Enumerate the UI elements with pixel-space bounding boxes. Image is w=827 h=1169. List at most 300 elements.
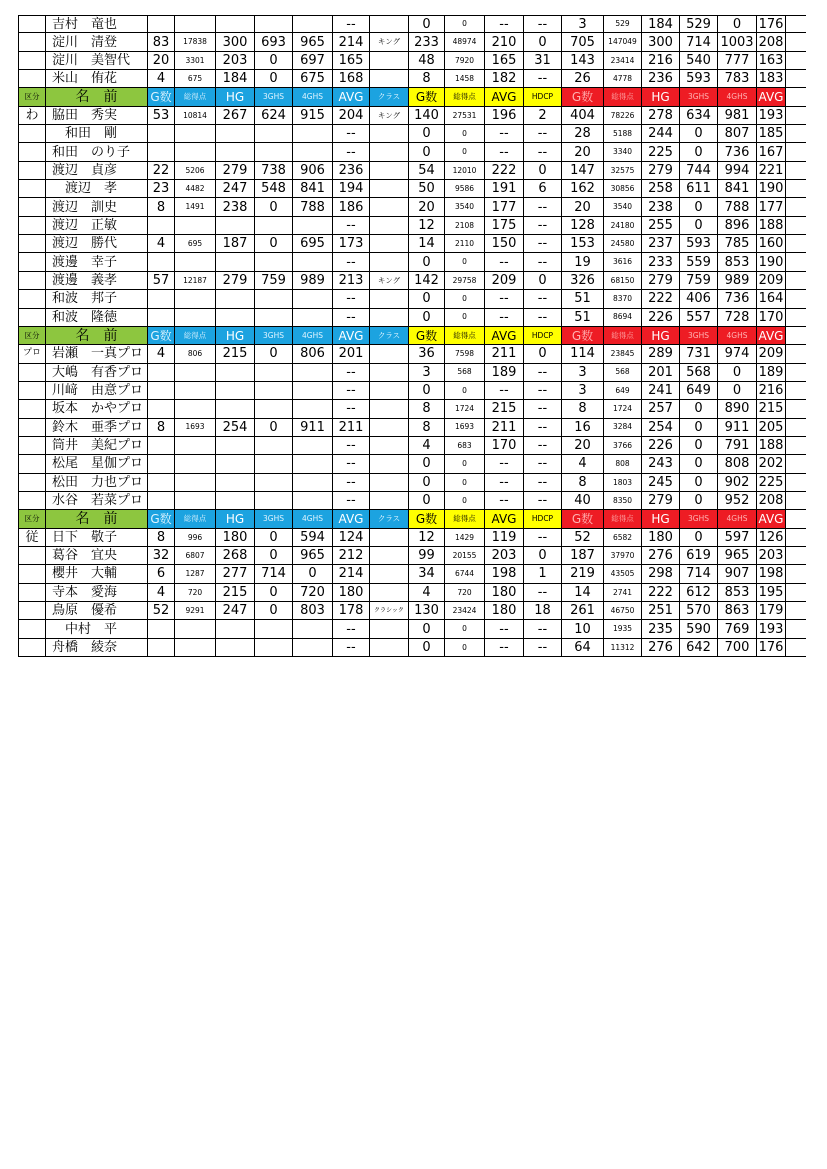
cell-total2: 1693	[445, 419, 485, 436]
cell-g1	[148, 16, 175, 32]
cell-total3: 147049	[604, 33, 642, 50]
cell-hg1: 300	[216, 33, 255, 50]
cell-class	[370, 309, 409, 326]
cell-avg3: 160	[757, 235, 786, 252]
table-row	[18, 253, 806, 271]
cell-avg1: 124	[333, 529, 370, 546]
cell-ghs4_3: 807	[718, 125, 757, 142]
cell-name: 脇田 秀実	[46, 107, 148, 124]
cell-ghs4_1	[293, 290, 333, 307]
cell-g3: 187	[562, 547, 604, 564]
cell-ghs4_1: 906	[293, 162, 333, 179]
cell-g1: 6	[148, 565, 175, 582]
cell-avg3: 188	[757, 437, 786, 454]
cell-name: 渡辺 孝	[46, 180, 148, 197]
cell-avg3: 190	[757, 253, 786, 270]
cell-avg1: 178	[333, 602, 370, 619]
cell-g2: 50	[409, 180, 445, 197]
header-ghs3_3: 3GHS	[680, 510, 718, 527]
cell-total2: 9586	[445, 180, 485, 197]
header-ghs4_1: 4GHS	[293, 88, 333, 105]
header-g1: G数	[148, 88, 175, 105]
cell-g2: 130	[409, 602, 445, 619]
cell-g2: 0	[409, 474, 445, 491]
cell-total2: 2110	[445, 235, 485, 252]
cell-avg2: 209	[485, 272, 524, 289]
cell-total1	[175, 455, 216, 472]
cell-kubun	[18, 639, 46, 656]
cell-ghs3_1	[255, 125, 293, 142]
cell-kubun: プロ	[18, 345, 46, 362]
cell-total2: 0	[445, 455, 485, 472]
cell-ghs3_3: 0	[680, 455, 718, 472]
cell-avg3: 188	[757, 217, 786, 234]
cell-hg1	[216, 125, 255, 142]
cell-avg3: 225	[757, 474, 786, 491]
cell-ghs4_1: 915	[293, 107, 333, 124]
cell-g2: 0	[409, 620, 445, 637]
cell-g1	[148, 474, 175, 491]
cell-name: 鳥原 優希	[46, 602, 148, 619]
cell-ghs4_1	[293, 400, 333, 417]
cell-avg1: --	[333, 620, 370, 637]
cell-total2: 6744	[445, 565, 485, 582]
cell-ghs4_1	[293, 217, 333, 234]
cell-ghs3_3: 0	[680, 400, 718, 417]
cell-total3: 3616	[604, 253, 642, 270]
cell-g1	[148, 492, 175, 509]
cell-g1: 4	[148, 70, 175, 87]
cell-avg1: 212	[333, 547, 370, 564]
cell-ghs3_3: 634	[680, 107, 718, 124]
cell-g1	[148, 620, 175, 637]
cell-ghs4_1: 911	[293, 419, 333, 436]
cell-total2: 0	[445, 639, 485, 656]
cell-hg3: 245	[642, 474, 680, 491]
header-class: クラス	[370, 88, 409, 105]
cell-ghs3_1	[255, 382, 293, 399]
cell-kubun	[18, 492, 46, 509]
cell-ghs3_3: 642	[680, 639, 718, 656]
cell-avg3: 195	[757, 584, 786, 601]
cell-ghs3_3: 0	[680, 143, 718, 160]
cell-g3: 20	[562, 437, 604, 454]
header-ghs4_3: 4GHS	[718, 510, 757, 527]
cell-total1	[175, 474, 216, 491]
cell-g3: 3	[562, 364, 604, 381]
cell-name: 川﨑 由意プロ	[46, 382, 148, 399]
cell-g2: 3	[409, 364, 445, 381]
cell-ghs4_3: 0	[718, 364, 757, 381]
cell-total1: 1287	[175, 565, 216, 582]
cell-total3: 1724	[604, 400, 642, 417]
cell-g3: 261	[562, 602, 604, 619]
cell-name: 寺本 愛海	[46, 584, 148, 601]
cell-name: 松田 力也プロ	[46, 474, 148, 491]
cell-total3: 24580	[604, 235, 642, 252]
cell-hg1	[216, 455, 255, 472]
cell-ghs4_1	[293, 125, 333, 142]
table-row	[18, 162, 806, 180]
cell-kubun	[18, 253, 46, 270]
cell-kubun	[18, 143, 46, 160]
cell-hg3: 241	[642, 382, 680, 399]
table-row	[18, 52, 806, 70]
cell-ghs3_1	[255, 639, 293, 656]
cell-class	[370, 529, 409, 546]
cell-total3: 3540	[604, 198, 642, 215]
cell-total1	[175, 620, 216, 637]
cell-name: 渡辺 訓史	[46, 198, 148, 215]
cell-ghs3_3: 759	[680, 272, 718, 289]
cell-kubun	[18, 272, 46, 289]
cell-hdcp: 0	[524, 162, 562, 179]
cell-ghs4_1: 841	[293, 180, 333, 197]
cell-ghs4_1	[293, 620, 333, 637]
cell-ghs3_3: 540	[680, 52, 718, 69]
cell-kubun	[18, 455, 46, 472]
cell-ghs4_3: 728	[718, 309, 757, 326]
cell-kubun	[18, 70, 46, 87]
table-row	[18, 584, 806, 602]
cell-avg3: 190	[757, 180, 786, 197]
cell-ghs3_3: 731	[680, 345, 718, 362]
cell-ghs4_3: 902	[718, 474, 757, 491]
cell-g2: 0	[409, 125, 445, 142]
cell-hg3: 222	[642, 290, 680, 307]
section-header-row	[18, 88, 806, 106]
cell-ghs3_1: 0	[255, 419, 293, 436]
header-avg3: AVG	[757, 88, 786, 105]
cell-hg1	[216, 364, 255, 381]
cell-total3: 6582	[604, 529, 642, 546]
cell-ghs3_1: 738	[255, 162, 293, 179]
cell-ghs3_3: 0	[680, 419, 718, 436]
cell-total2: 1458	[445, 70, 485, 87]
cell-avg2: 180	[485, 584, 524, 601]
cell-hg3: 235	[642, 620, 680, 637]
cell-g2: 140	[409, 107, 445, 124]
header-hdcp: HDCP	[524, 327, 562, 344]
cell-avg3: 203	[757, 547, 786, 564]
cell-hg1	[216, 16, 255, 32]
cell-avg3: 183	[757, 70, 786, 87]
header-total1: 総得点	[175, 88, 216, 105]
cell-name: 渡辺 正敏	[46, 217, 148, 234]
cell-avg3: 198	[757, 565, 786, 582]
cell-name: 和波 隆徳	[46, 309, 148, 326]
cell-g2: 0	[409, 253, 445, 270]
cell-ghs3_1	[255, 16, 293, 32]
cell-ghs3_3: 590	[680, 620, 718, 637]
header-ghs3_1: 3GHS	[255, 88, 293, 105]
cell-g2: 0	[409, 309, 445, 326]
cell-ghs3_3: 0	[680, 198, 718, 215]
cell-hg1	[216, 400, 255, 417]
cell-hg3: 238	[642, 198, 680, 215]
cell-name: 渡辺 貞彦	[46, 162, 148, 179]
cell-ghs3_1	[255, 253, 293, 270]
cell-hg3: 289	[642, 345, 680, 362]
cell-ghs3_1: 0	[255, 198, 293, 215]
cell-g1: 8	[148, 198, 175, 215]
cell-avg2: --	[485, 382, 524, 399]
cell-ghs3_1	[255, 217, 293, 234]
cell-g3: 64	[562, 639, 604, 656]
cell-hdcp: --	[524, 309, 562, 326]
cell-ghs3_1: 0	[255, 52, 293, 69]
cell-hg3: 244	[642, 125, 680, 142]
cell-ghs4_3: 974	[718, 345, 757, 362]
cell-ghs4_3: 788	[718, 198, 757, 215]
cell-g1: 8	[148, 419, 175, 436]
cell-avg2: 175	[485, 217, 524, 234]
table-row	[18, 565, 806, 583]
cell-avg2: 210	[485, 33, 524, 50]
cell-ghs4_3: 736	[718, 290, 757, 307]
cell-name: 坂本 かやプロ	[46, 400, 148, 417]
table-row	[18, 70, 806, 88]
cell-g1	[148, 309, 175, 326]
cell-class	[370, 547, 409, 564]
cell-hg3: 225	[642, 143, 680, 160]
header-g3: G数	[562, 327, 604, 344]
cell-g2: 48	[409, 52, 445, 69]
cell-hg3: 276	[642, 639, 680, 656]
cell-ghs4_3: 863	[718, 602, 757, 619]
cell-total1	[175, 16, 216, 32]
cell-g1: 83	[148, 33, 175, 50]
cell-ghs4_1: 720	[293, 584, 333, 601]
cell-hdcp: 2	[524, 107, 562, 124]
cell-class	[370, 125, 409, 142]
cell-avg3: 167	[757, 143, 786, 160]
cell-g3: 20	[562, 198, 604, 215]
cell-hdcp: 18	[524, 602, 562, 619]
cell-total2: 0	[445, 253, 485, 270]
cell-total3: 808	[604, 455, 642, 472]
cell-avg1: 173	[333, 235, 370, 252]
cell-kubun: 従	[18, 529, 46, 546]
cell-g2: 54	[409, 162, 445, 179]
cell-ghs3_3: 0	[680, 437, 718, 454]
cell-total3: 11312	[604, 639, 642, 656]
cell-class	[370, 620, 409, 637]
cell-ghs4_3: 965	[718, 547, 757, 564]
cell-hg1: 238	[216, 198, 255, 215]
cell-avg2: 165	[485, 52, 524, 69]
cell-hg1: 279	[216, 162, 255, 179]
cell-hg1	[216, 382, 255, 399]
cell-g2: 34	[409, 565, 445, 582]
cell-name: 淀川 美智代	[46, 52, 148, 69]
table-row	[18, 364, 806, 382]
cell-ghs3_1	[255, 309, 293, 326]
cell-name: 渡邊 義孝	[46, 272, 148, 289]
cell-ghs3_1: 0	[255, 602, 293, 619]
header-name: 名 前	[46, 88, 148, 105]
cell-class: キング	[370, 33, 409, 50]
cell-kubun	[18, 547, 46, 564]
cell-g3: 10	[562, 620, 604, 637]
cell-g1: 53	[148, 107, 175, 124]
cell-ghs3_3: 0	[680, 529, 718, 546]
cell-hdcp: --	[524, 584, 562, 601]
cell-hdcp: --	[524, 529, 562, 546]
cell-total1: 806	[175, 345, 216, 362]
cell-hdcp: 0	[524, 547, 562, 564]
cell-ghs3_3: 557	[680, 309, 718, 326]
cell-ghs4_3: 597	[718, 529, 757, 546]
cell-g2: 0	[409, 290, 445, 307]
cell-g3: 14	[562, 584, 604, 601]
cell-total1	[175, 400, 216, 417]
cell-class	[370, 492, 409, 509]
cell-name: 大嶋 有香プロ	[46, 364, 148, 381]
cell-ghs3_1	[255, 455, 293, 472]
cell-total2: 23424	[445, 602, 485, 619]
cell-avg3: 126	[757, 529, 786, 546]
cell-avg1: --	[333, 437, 370, 454]
header-avg1: AVG	[333, 88, 370, 105]
cell-hg1	[216, 143, 255, 160]
cell-hg3: 237	[642, 235, 680, 252]
cell-ghs3_1	[255, 620, 293, 637]
cell-g2: 233	[409, 33, 445, 50]
cell-avg2: 119	[485, 529, 524, 546]
cell-total1	[175, 639, 216, 656]
header-total1: 総得点	[175, 327, 216, 344]
cell-ghs4_3: 907	[718, 565, 757, 582]
cell-total2: 0	[445, 474, 485, 491]
cell-total2: 48974	[445, 33, 485, 50]
cell-total2: 27531	[445, 107, 485, 124]
cell-total2: 20155	[445, 547, 485, 564]
cell-kubun	[18, 620, 46, 637]
header-kubun: 区分	[18, 510, 46, 527]
cell-ghs4_1: 675	[293, 70, 333, 87]
cell-total2: 0	[445, 290, 485, 307]
cell-g3: 4	[562, 455, 604, 472]
cell-hdcp: --	[524, 16, 562, 32]
cell-class: キング	[370, 272, 409, 289]
cell-avg1: --	[333, 639, 370, 656]
cell-ghs4_1: 594	[293, 529, 333, 546]
cell-total2: 0	[445, 620, 485, 637]
header-total2: 総得点	[445, 510, 485, 527]
cell-avg3: 209	[757, 272, 786, 289]
cell-avg2: --	[485, 455, 524, 472]
cell-hg3: 243	[642, 455, 680, 472]
cell-avg3: 215	[757, 400, 786, 417]
cell-total2: 0	[445, 492, 485, 509]
cell-g3: 3	[562, 382, 604, 399]
cell-total2: 29758	[445, 272, 485, 289]
cell-g1: 4	[148, 584, 175, 601]
cell-hg1	[216, 437, 255, 454]
table-row	[18, 547, 806, 565]
cell-hdcp: --	[524, 455, 562, 472]
cell-g3: 705	[562, 33, 604, 50]
cell-ghs3_1: 548	[255, 180, 293, 197]
header-g1: G数	[148, 510, 175, 527]
cell-avg2: --	[485, 290, 524, 307]
header-ghs4_1: 4GHS	[293, 327, 333, 344]
cell-name: 吉村 竜也	[46, 16, 148, 32]
cell-avg1: 165	[333, 52, 370, 69]
cell-avg1: --	[333, 217, 370, 234]
cell-avg3: 208	[757, 492, 786, 509]
cell-class	[370, 180, 409, 197]
cell-kubun	[18, 382, 46, 399]
cell-class	[370, 419, 409, 436]
header-avg2: AVG	[485, 510, 524, 527]
cell-avg2: 211	[485, 345, 524, 362]
cell-total3: 568	[604, 364, 642, 381]
header-total2: 総得点	[445, 327, 485, 344]
header-avg3: AVG	[757, 510, 786, 527]
cell-class	[370, 52, 409, 69]
cell-hg1: 247	[216, 180, 255, 197]
header-hg1: HG	[216, 88, 255, 105]
header-total3: 総得点	[604, 88, 642, 105]
cell-class	[370, 400, 409, 417]
cell-g1: 57	[148, 272, 175, 289]
cell-ghs3_1: 0	[255, 70, 293, 87]
header-hg3: HG	[642, 510, 680, 527]
cell-total3: 3766	[604, 437, 642, 454]
cell-g1	[148, 400, 175, 417]
cell-ghs4_3: 853	[718, 584, 757, 601]
cell-total1	[175, 143, 216, 160]
header-g2: G数	[409, 327, 445, 344]
cell-ghs4_1: 806	[293, 345, 333, 362]
cell-total1: 10814	[175, 107, 216, 124]
table-row	[18, 198, 806, 216]
table-row	[18, 180, 806, 198]
cell-avg3: 170	[757, 309, 786, 326]
cell-avg2: 182	[485, 70, 524, 87]
cell-avg3: 205	[757, 419, 786, 436]
cell-g3: 162	[562, 180, 604, 197]
cell-hdcp: --	[524, 639, 562, 656]
cell-total2: 0	[445, 143, 485, 160]
header-hg3: HG	[642, 88, 680, 105]
cell-ghs4_1	[293, 639, 333, 656]
cell-g1: 52	[148, 602, 175, 619]
cell-g3: 8	[562, 474, 604, 491]
cell-g2: 8	[409, 419, 445, 436]
cell-g2: 99	[409, 547, 445, 564]
cell-hg1	[216, 492, 255, 509]
cell-g1	[148, 143, 175, 160]
cell-g3: 114	[562, 345, 604, 362]
cell-hdcp: --	[524, 382, 562, 399]
cell-avg3: 209	[757, 345, 786, 362]
cell-ghs3_3: 406	[680, 290, 718, 307]
cell-name: 中村 平	[46, 620, 148, 637]
cell-hdcp: --	[524, 198, 562, 215]
cell-hg1	[216, 309, 255, 326]
cell-avg1: 180	[333, 584, 370, 601]
table-row	[18, 235, 806, 253]
cell-class	[370, 70, 409, 87]
header-hdcp: HDCP	[524, 510, 562, 527]
cell-ghs3_1	[255, 143, 293, 160]
cell-g2: 14	[409, 235, 445, 252]
cell-total1	[175, 253, 216, 270]
cell-total2: 568	[445, 364, 485, 381]
